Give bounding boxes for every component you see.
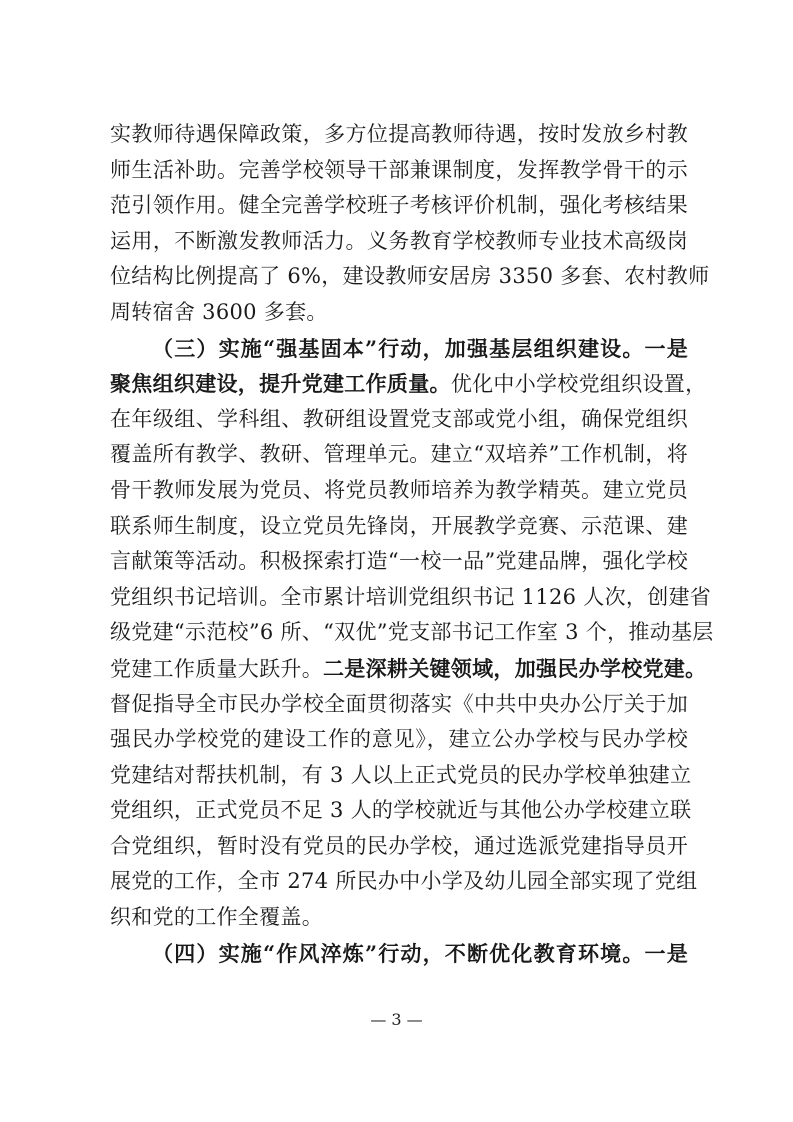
text-segment: 织和党的工作全覆盖。	[110, 905, 323, 930]
text-segment: 位结构比例提高了 6%，建设教师安居房 3350 多套、农村教师	[110, 264, 710, 289]
page-number: — 3 —	[370, 1010, 423, 1029]
bold-text-segment: （三）实施“强基固本”行动，加强基层组织建设。一是	[152, 335, 688, 361]
text-segment: 师生活补助。完善学校领导干部兼课制度，发挥教学骨干的示	[110, 157, 688, 182]
text-line	[110, 687, 688, 723]
text-line	[110, 153, 688, 189]
text-line	[110, 864, 698, 900]
text-line	[110, 224, 688, 260]
bold-text-segment: 聚焦组织建设，提升党建工作质量。	[110, 371, 451, 397]
text-segment: 党组织书记培训。全市累计培训党组织书记 1126 人次，创建省	[110, 584, 712, 609]
text-segment: 级党建“示范校”6 所、“双优”党支部书记工作室 3 个，推动基层	[110, 620, 714, 645]
text-line	[110, 509, 688, 545]
text-segment: 骨干教师发展为党员、将党员教师培养为教学精英。建立党员	[110, 477, 688, 502]
text-line	[110, 437, 688, 473]
text-segment: 展党的工作，全市 274 所民办中小学及幼儿园全部实现了党组	[110, 869, 698, 894]
text-line	[110, 117, 688, 153]
text-line	[110, 580, 712, 616]
text-line	[110, 295, 688, 331]
text-segment: 周转宿舍 3600 多套。	[110, 299, 328, 324]
bold-text-segment: （四）实施“作风淬炼”行动，不断优化教育环境。一是	[152, 940, 688, 966]
bold-text-segment: 二是深耕关键领域，加强民办学校党建。	[323, 655, 707, 681]
text-line	[110, 473, 688, 509]
text-line	[110, 402, 688, 438]
text-line	[110, 793, 692, 829]
text-segment: 在年级组、学科组、教研组设置党支部或党小组，确保党组织	[110, 406, 688, 431]
text-segment: 运用，不断激发教师活力。义务教育学校教师专业技术高级岗	[110, 228, 688, 253]
text-segment: 联系师生制度，设立党员先锋岗，开展教学竞赛、示范课、建	[110, 513, 688, 538]
body-text	[110, 117, 714, 971]
text-line	[110, 331, 688, 367]
text-line	[110, 936, 688, 972]
text-segment: 范引领作用。健全完善学校班子考核评价机制，强化考核结果	[110, 193, 688, 218]
text-segment: 党建工作质量大跃升。	[110, 656, 323, 681]
text-segment: 实教师待遇保障政策，多方位提高教师待遇，按时发放乡村教	[110, 122, 688, 146]
text-segment: 言献策等活动。积极探索打造“一校一品”党建品牌，强化学校	[110, 549, 688, 574]
text-line	[110, 544, 688, 580]
text-line	[110, 900, 688, 936]
text-line	[110, 722, 688, 758]
text-segment: 覆盖所有教学、教研、管理单元。建立“双培养”工作机制，将	[110, 442, 688, 467]
text-segment: 党建结对帮扶机制，有 3 人以上正式党员的民办学校单独建立	[110, 762, 692, 787]
text-segment: 强民办学校党的建设工作的意见》，建立公办学校与民办学校	[110, 727, 688, 752]
text-line	[110, 188, 688, 224]
text-segment: 合党组织，暂时没有党员的民办学校，通过选派党建指导员开	[110, 833, 688, 858]
text-line	[110, 615, 714, 651]
text-segment: 督促指导全市民办学校全面贯彻落实《中共中央办公厅关于加	[110, 691, 688, 716]
text-line	[110, 829, 688, 865]
text-segment: 优化中小学校党组织设置，	[450, 372, 707, 397]
text-line	[110, 758, 692, 794]
text-line	[110, 651, 707, 687]
text-line	[110, 259, 710, 295]
text-line	[110, 366, 707, 402]
text-segment: 党组织，正式党员不足 3 人的学校就近与其他公办学校建立联	[110, 798, 692, 823]
